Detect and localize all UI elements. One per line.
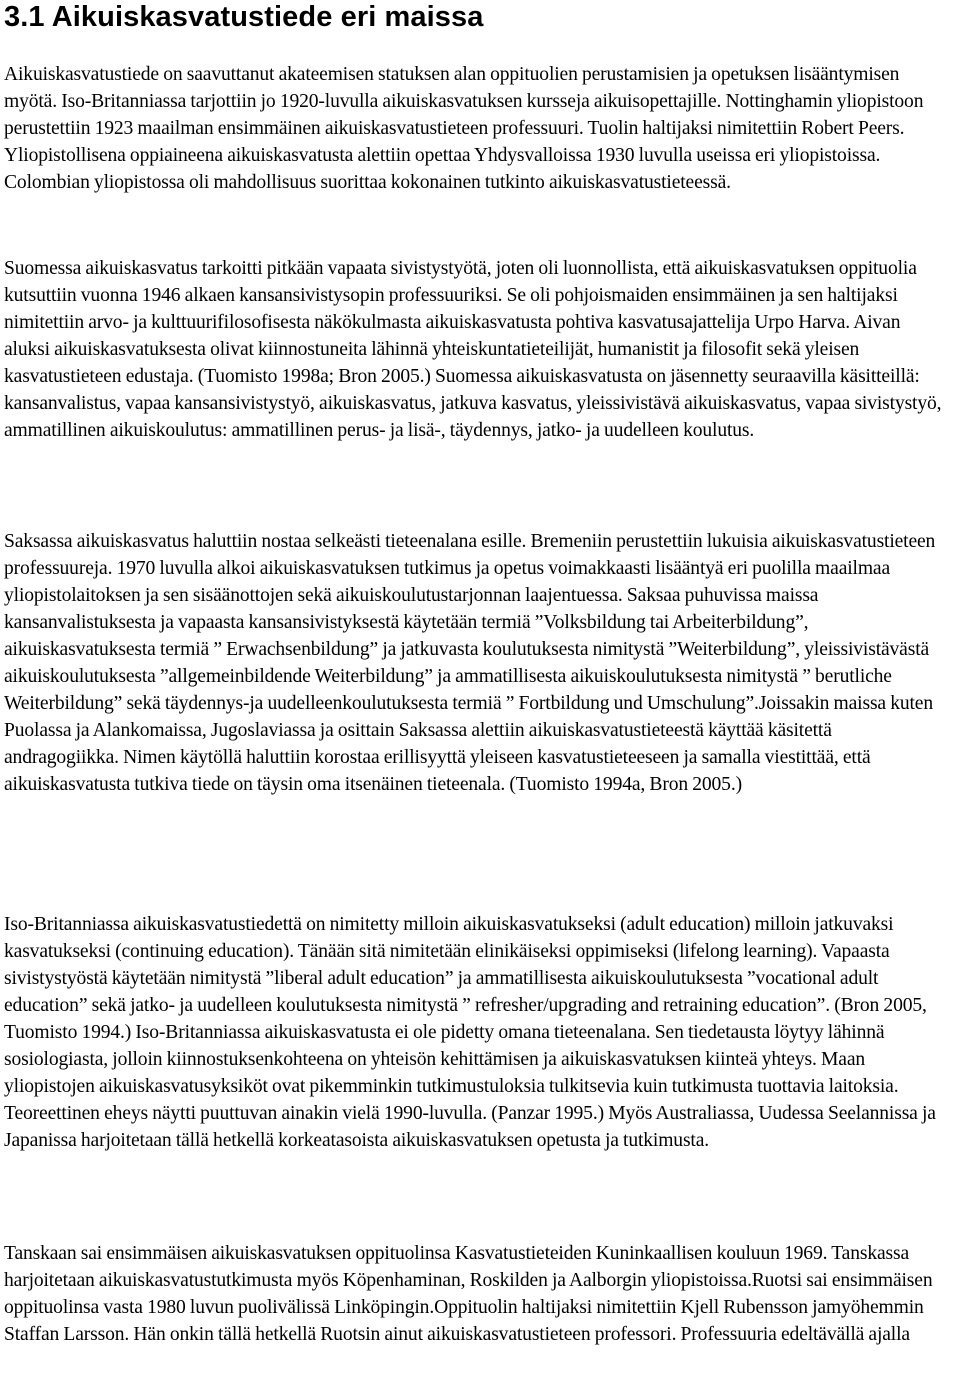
paragraph-history-overview: Aikuiskasvatustiede on saavuttanut akateemisen statuksen alan oppituolien perustamisien ja opetuksen lisääntymisen myötä. Iso-Britanniassa tarjottiin jo 1920-luvulla aikuiskasvatuksen kursseja aikuisopettajille. Nottinghamin yliopistoon perustettiin 1923 maailman ensimmäinen aikuiskasvatustieteen professuuri. Tuolin haltijaksi nimitettiin Robert Peers. Yliopistollisena oppiaineena aikuiskasvatusta alettiin opettaa Yhdysvalloissa 1930 luvulla useissa eri yliopistoissa. Colombian yliopistossa oli mahdollisuus suorittaa kokonainen tutkinto aikuiskasvatustieteessä. — [4, 64, 924, 193]
paragraph-britain: Iso-Britanniassa aikuiskasvatustiedettä on nimitetty milloin aikuiskasvatukseksi (adult education) milloin jatkuvaksi kasvatukseksi (continuing education). Tänään sitä nimitetään elinikäiseksi oppimiseksi (lifelong learning). Vapaasta sivistystyöstä käytetään nimitystä ”liberal adult education” ja ammatillisesta aikuiskoulutuksesta ”vocational adult education” sekä jatko- ja uudelleen koulutuksesta nimitystä ” refresher/upgrading and retraining education”. (Bron 2005, Tuomisto 1994.) Iso-Britanniassa aikuiskasvatusta ei ole pidetty omana tieteenalana. Sen tiedetausta löytyy lähinnä sosiologiasta, jolloin kiinnostuksenkohteena on yhteisön kehittämisen ja aikuiskasvatuksen kiinteä yhteys. Maan yliopistojen aikuiskasvatusyksiköt ovat pikemminkin tutkimustuloksia tulkitsevia kuin tutkimusta tuottavia laitoksia. Teoreettinen eheys näytti puuttuvan ainakin vielä 1990-luvulla. (Panzar 1995.) Myös Australiassa, Uudessa Seelannissa ja Japanissa harjoitetaan tällä hetkellä korkeatasoista aikuiskasvatuksen opetusta ja tutkimusta. — [4, 914, 936, 1151]
paragraph-nordic: Tanskaan sai ensimmäisen aikuiskasvatuksen oppituolinsa Kasvatustieteiden Kuninkaallisen kouluun 1969. Tanskassa harjoitetaan aikuiskasvatustutkimusta myös Köpenhaminan, Roskilden ja Aalborgin yliopistoissa.Ruotsi sai ensimmäisen oppituolinsa vasta 1980 luvun puolivälissä Linköpingin.Oppituolin haltijaksi nimitettiin Kjell Rubensson jamyöhemmin Staffan Larsson. Hän onkin tällä hetkellä Ruotsin ainut aikuiskasvatustieteen professori. Professuuria edeltävällä ajalla — [4, 1243, 933, 1345]
section-heading: 3.1 Aikuiskasvatustiede eri maissa — [4, 1, 484, 33]
paragraph-finland: Suomessa aikuiskasvatus tarkoitti pitkään vapaata sivistystyötä, joten oli luonnollista, että aikuiskasvatuksen oppituolia kutsuttiin vuonna 1946 alkaen kansansivistysopin professuuriksi. Se oli pohjoismaiden ensimmäinen ja sen haltijaksi nimitettiin arvo- ja kulttuurifilosofisesta näkökulmasta aikuiskasvatusta pohtiva kasvatusajattelija Urpo Harva. Aivan aluksi aikuiskasvatuksesta olivat kiinnostuneita lähinnä yhteiskuntatieteilijät, humanistit ja filosofit sekä yleisen kasvatustieteen edustaja. (Tuomisto 1998a; Bron 2005.) Suomessa aikuiskasvatusta on jäsennetty seuraavilla käsitteillä: kansanvalistus, vapaa kansansivistystyö, aikuiskasvatus, jatkuva kasvatus, yleissivistävä aikuiskasvatus, vapaa sivistystyö, ammatillinen aikuiskoulutus: ammatillinen perus- ja lisä-, täydennys, jatko- ja uudelleen koulutus. — [4, 258, 942, 441]
paragraph-germany: Saksassa aikuiskasvatus haluttiin nostaa selkeästi tieteenalana esille. Bremeniin perustettiin lukuisia aikuiskasvatustieteen professuureja. 1970 luvulla alkoi aikuiskasvatuksen tutkimus ja opetus voimakkaasti lisääntyä eri puolilla maailmaa yliopistolaitoksen ja sen sisäänottojen sekä aikuiskoulutustarjonnan laajentuessa. Saksaa puhuvissa maissa kansanvalistuksesta ja vapaasta kansansivistyksestä käytetään termiä ”Volksbildung tai Arbeiterbildung”, aikuiskasvatuksesta termiä ” Erwachsenbildung” ja jatkuvasta koulutuksesta nimitystä ”Weiterbildung”, yleissivistävästä aikuiskoulutuksesta ”allgemeinbildende Weiterbildung” ja ammatillisesta aikuiskoulutuksesta nimitystä ” berutliche Weiterbildung” sekä täydennys-ja uudelleenkoulutuksesta termiä ” Fortbildung und Umschulung”.Joissakin maissa kuten Puolassa ja Alankomaissa, Jugoslaviassa ja osittain Saksassa alettiin aikuiskasvatustieteestä käyttää käsitettä andragogiikka. Nimen käytöllä haluttiin korostaa erillisyyttä yleiseen kasvatustieteeseen ja samalla viestittää, että aikuiskasvatusta tutkiva tiede on täysin oma itsenäinen tieteenala. (Tuomisto 1994a, Bron 2005.) — [4, 531, 936, 795]
document-page — [4, 0, 956, 1345]
